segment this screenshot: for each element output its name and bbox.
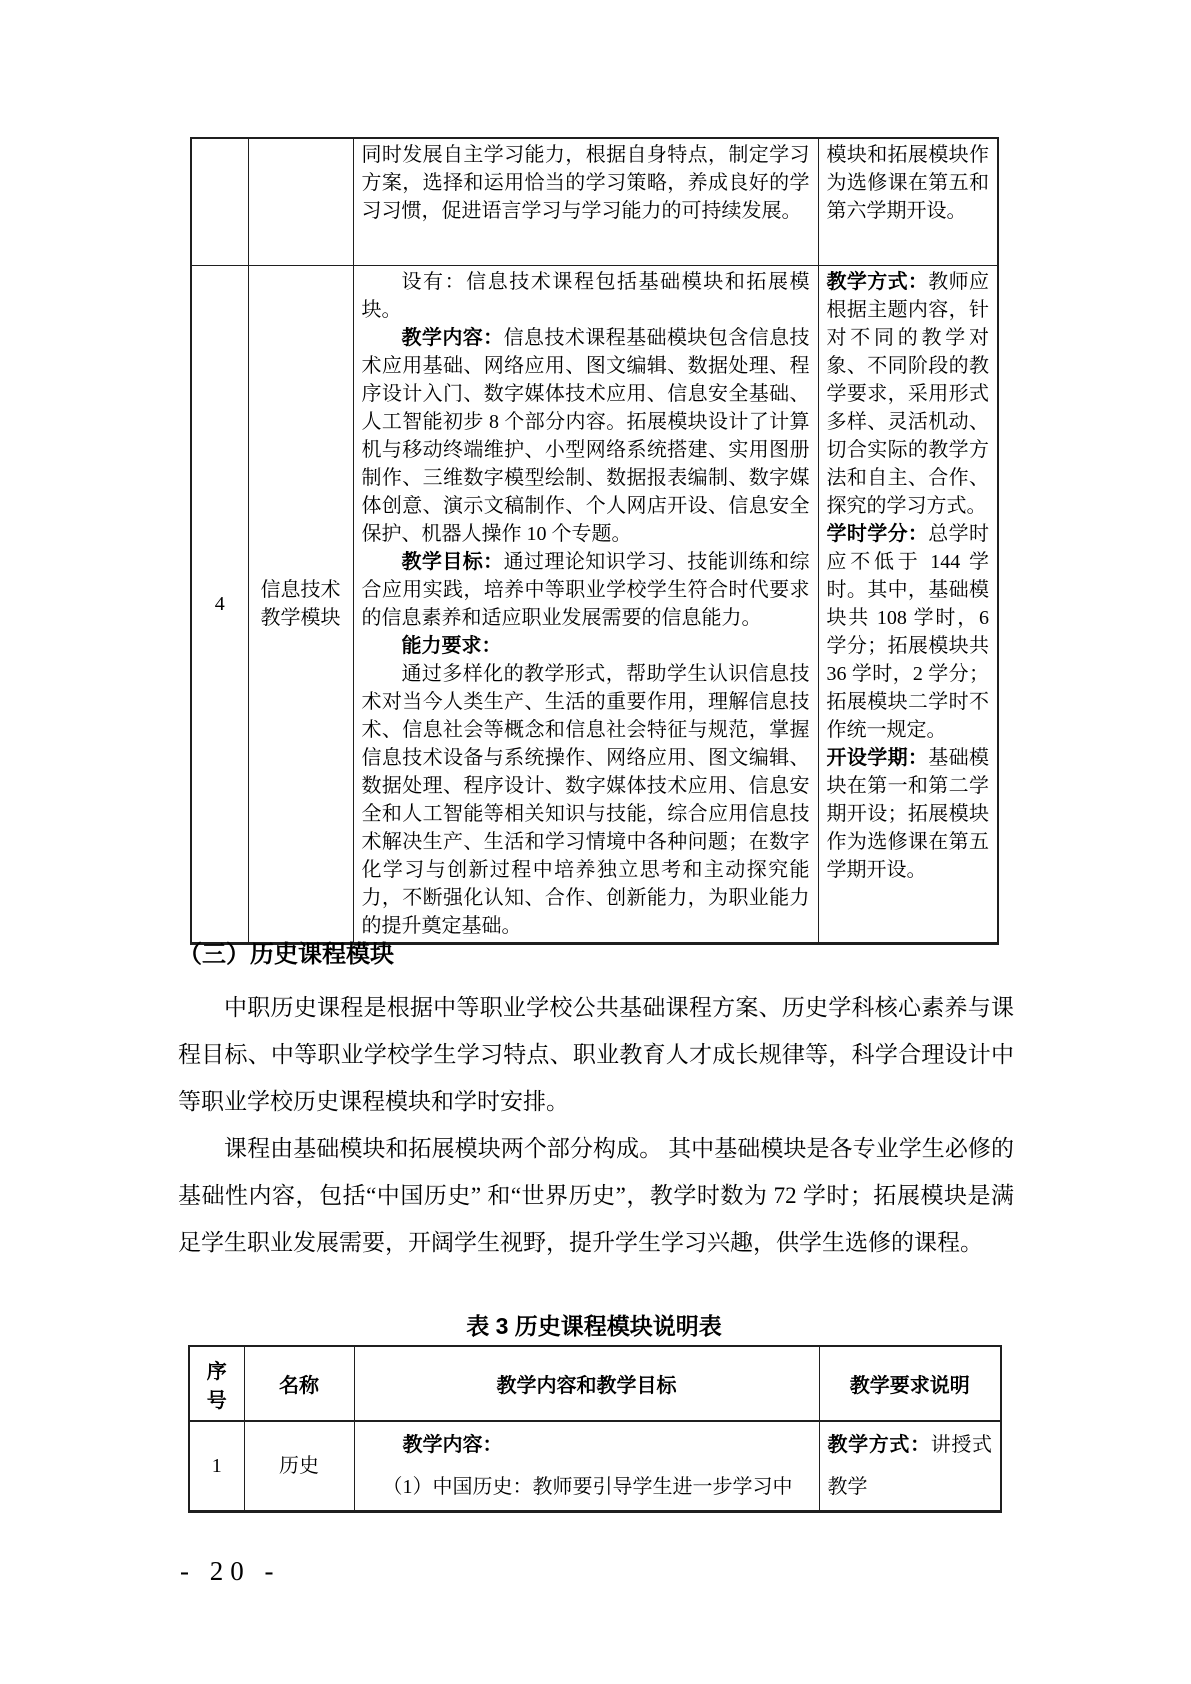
requirement-paragraph	[827, 520, 990, 744]
cell-content	[353, 138, 818, 265]
content-paragraph	[362, 268, 810, 324]
body-paragraph: 课程由基础模块和拓展模块两个部分构成。 其中基础模块是各专业学生必修的基础性内容，包括“中国历史” 和“世界历史”，教学时数为 72 学时；拓展模块是满足学生职业发展需要，开阔学生视野，提升学生学习兴趣，供学生选修的课程。	[178, 1136, 1014, 1255]
table-row-4	[191, 265, 998, 943]
cell-row-index: 4	[191, 265, 248, 943]
cell-module-name: 历史	[244, 1421, 354, 1512]
cell-content	[354, 1421, 819, 1512]
header-requirement: 教学要求说明	[819, 1346, 1001, 1421]
paragraph-text: 设有：信息技术课程包括基础模块和拓展模块。	[361, 270, 810, 321]
header-content: 教学内容和教学目标	[354, 1346, 819, 1421]
paragraph-text: 总学时应不低于 144 学时。其中，基础模块共 108 学时，6 学分；拓展模块共 36 学时，2 学分；拓展模块二学时不作统一规定。	[826, 522, 990, 741]
content-paragraph	[362, 660, 810, 940]
paragraph-text: 教师应根据主题内容，针对不同的教学对象、不同阶段的教学要求，采用形式多样、灵活机动、切合实际的教学方法和自主、合作、探究的学习方式。	[826, 270, 990, 517]
cell-content	[353, 265, 818, 943]
header-index: 序号	[189, 1346, 244, 1421]
requirement-paragraph	[827, 744, 990, 884]
paragraph-label: 教学目标：	[401, 550, 504, 573]
content-label-line	[363, 1424, 811, 1466]
content-text-line: （1）中国历史：教师要引导学生进一步学习中	[382, 1476, 793, 1498]
it-module-table	[190, 137, 999, 945]
paragraph-label: 教学内容：	[401, 326, 504, 349]
cell-module-name: 信息技术教学模块	[248, 265, 353, 943]
section-heading: （三）历史课程模块	[178, 941, 394, 968]
requirement-paragraph	[828, 1424, 993, 1508]
content-paragraph	[362, 632, 810, 660]
carryover-requirement-text: 模块和拓展模块作为选修课在第五和第六学期开设。	[826, 144, 989, 222]
cell-requirement	[818, 138, 998, 265]
section-body	[178, 984, 1014, 1266]
paragraph-label: 教学方式：	[826, 270, 929, 293]
content-paragraph	[362, 548, 810, 632]
content-paragraph	[362, 324, 810, 548]
carryover-content-text: 同时发展自主学习能力，根据自身特点，制定学习方案，选择和运用恰当的学习策略，养成良好的学习习惯，促进语言学习与学习能力的可持续发展。	[361, 144, 810, 222]
body-paragraph: 中职历史课程是根据中等职业学校公共基础课程方案、历史学科核心素养与课程目标、中等职业学校学生学习特点、职业教育人才成长规律等，科学合理设计中等职业学校历史课程模块和学时安排。	[178, 995, 1014, 1114]
table-header-row	[189, 1346, 1001, 1421]
table-row-carryover	[191, 138, 998, 265]
history-module-table	[188, 1345, 1002, 1513]
page-number: - 20 -	[180, 1556, 281, 1586]
cell-index-empty	[191, 138, 248, 265]
table-row-1	[189, 1421, 1001, 1512]
paragraph-text: 基础模块在第一和第二学期开设；拓展模块作为选修课在第五学期开设。	[826, 746, 990, 881]
cell-requirement	[818, 265, 998, 943]
paragraph-label: 教学内容：	[402, 1434, 503, 1456]
requirement-paragraph	[827, 268, 990, 520]
paragraph-label: 能力要求：	[401, 634, 502, 657]
table3-caption: 表 3 历史课程模块说明表	[466, 1313, 722, 1339]
paragraph-text: 讲授式教学	[827, 1434, 993, 1498]
paragraph-text: 通过理论知识学习、技能训练和综合应用实践，培养中等职业学校学生符合时代要求的信息素养和适应职业发展需要的信息能力。	[361, 550, 810, 629]
paragraph-text: 通过多样化的教学形式，帮助学生认识信息技术对当今人类生产、生活的重要作用，理解信息技术、信息社会等概念和信息社会特征与规范，掌握信息技术设备与系统操作、网络应用、图文编辑、数据处理、程序设计、数字媒体技术应用、信息安全和人工智能等相关知识与技能，综合应用信息技术解决生产、生活和学习情境中各种问题；在数字化学习与创新过程中培养独立思考和主动探究能力，不断强化认知、合作、创新能力，为职业能力的提升奠定基础。	[361, 662, 810, 937]
paragraph-text: 信息技术课程基础模块包含信息技术应用基础、网络应用、图文编辑、数据处理、程序设计入门、数字媒体技术应用、信息安全基础、人工智能初步 8 个部分内容。拓展模块设计了计算机与移动终端维护、小型网络系统搭建、实用图册制作、三维数字模型绘制、数据报表编制、数字媒体创意、演示文稿制作、个人网店开设、信息安全保护、机器人操作 10 个专题。	[361, 326, 810, 545]
paragraph-label: 学时学分：	[826, 522, 929, 545]
cell-requirement	[819, 1421, 1001, 1512]
cell-name-empty	[248, 138, 353, 265]
paragraph-label: 教学方式：	[827, 1434, 931, 1456]
paragraph-label: 开设学期：	[826, 746, 929, 769]
header-name: 名称	[244, 1346, 354, 1421]
cell-row-index: 1	[189, 1421, 244, 1512]
